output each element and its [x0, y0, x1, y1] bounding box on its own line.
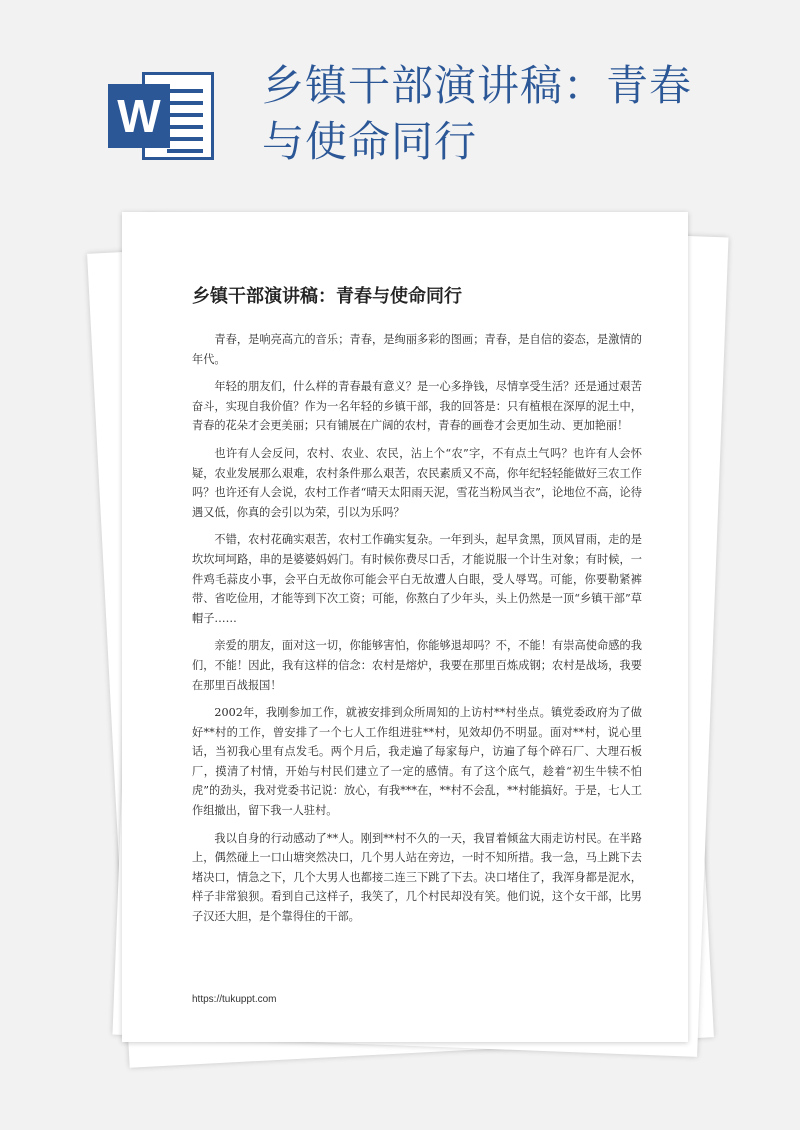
paragraph: 不错，农村花确实艰苦，农村工作确实复杂。一年到头，起早贪黑，顶风冒雨，走的是坎坎坷坷路，串的是婆婆妈妈门。有时候你费尽口舌，才能说服一个计生对象；有时候，一件鸡毛蒜皮小事，会平白无故你可能会平白无故遭人白眼，受人辱骂。可能，你要勒紧裤带、省吃俭用，才能等到下次工资；可能，你熬白了少年头，头上仍然是一顶“乡镇干部”草帽子…… — [192, 533, 642, 625]
page-title: 乡镇干部演讲稿：青春与使命同行 — [262, 61, 693, 166]
word-badge: W — [108, 84, 170, 148]
paragraph: 也许有人会反问，农村、农业、农民，沾上个“农”字，不有点土气吗？也许有人会怀疑，农业发展那么艰难，农村条件那么艰苦，农民素质又不高，你年纪轻轻能做好三农工作吗？也许还有人会说，农村工作者“晴天太阳雨天泥，雪花当粉风当衣”，论地位不高，论待遇又低，你真的会引以为荣，引以为乐吗？ — [192, 446, 642, 519]
paragraph: 青春，是响亮高亢的音乐；青春，是绚丽多彩的图画；青春，是自信的姿态，是激情的年代。 — [192, 333, 642, 366]
paragraph: 我以自身的行动感动了**人。刚到**村不久的一天，我冒着倾盆大雨走访村民。在半路上，偶然碰上一口山塘突然决口，几个男人站在旁边，一时不知所措。我一急，马上跳下去堵决口，情急之下，几个大男人也都接二连三下跳了下去。决口堵住了，我浑身都是泥水，样子非常狼狈。看到自己这样子，我笑了，几个村民却没有笑。他们说，这个女干部，比男子汉还大胆，是个靠得住的干部。 — [192, 831, 642, 924]
paragraph: 年轻的朋友们，什么样的青春最有意义？是一心多挣钱，尽情享受生活？还是通过艰苦奋斗，实现自我价值？作为一名年轻的乡镇干部，我的回答是：只有植根在深厚的泥土中，青春的花朵才会更美丽；只有铺展在广阔的农村，青春的画卷才会更加生动、更加艳丽！ — [192, 380, 642, 433]
paragraph: 亲爱的朋友，面对这一切，你能够害怕，你能够退却吗？不，不能！有崇高使命感的我们，不能！因此，我有这样的信念：农村是熔炉，我要在那里百炼成钢；农村是战场，我要在那里百战报国！ — [192, 639, 642, 692]
footer-url[interactable]: https://tukuppt.com — [192, 994, 277, 1005]
word-icon — [108, 68, 218, 164]
paragraph: 2002年，我刚参加工作，就被安排到众所周知的上访村**村坐点。镇党委政府为了做好**村的工作，曾安排了一个七人工作组进驻**村，见效却仍不明显。面对**村，说心里话，当初我心里有点发毛。两个月后，我走遍了每家每户，访遍了每个碎石厂、大理石板厂，摸清了村情，开始与村民们建立了一定的感情。有了这个底气，趁着“初生牛犊不怕虎”的劲头，我对党委书记说：放心，有我***在，**村不会乱，**村能搞好。于是，七人工作组撤出，留下我一人驻村。 — [192, 706, 642, 818]
document-body — [192, 330, 642, 935]
document-page — [122, 212, 688, 1042]
header — [0, 0, 800, 200]
document-title: 乡镇干部演讲稿：青春与使命同行 — [192, 286, 462, 307]
